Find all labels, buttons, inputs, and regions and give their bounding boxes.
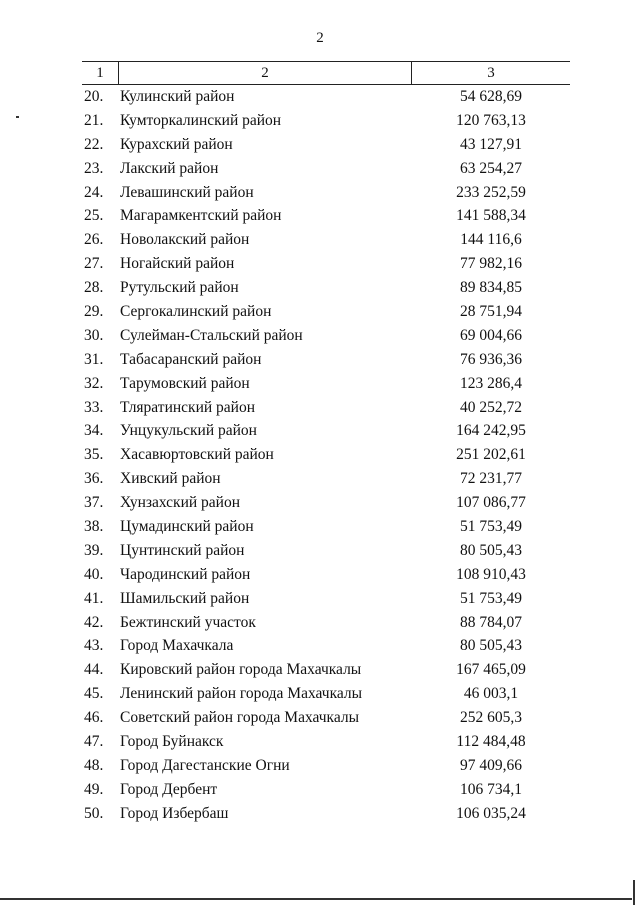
amount-value: 252 605,3 — [460, 709, 522, 727]
row-number: 37. — [84, 494, 104, 512]
district-name: Хунзахский район — [120, 494, 241, 512]
amount-value: 46 003,1 — [463, 685, 519, 703]
row-number: 34. — [84, 422, 104, 440]
header-col-1: 1 — [96, 65, 104, 81]
table-row — [0, 182, 640, 206]
row-number: 45. — [84, 685, 104, 703]
table-row — [0, 683, 640, 707]
district-name: Сулейман-Стальский район — [120, 326, 303, 344]
table-row — [0, 492, 640, 516]
amount-value: 51 753,49 — [460, 518, 522, 536]
table-row — [0, 205, 640, 229]
amount-value: 112 484,48 — [456, 733, 526, 751]
row-number: 41. — [84, 589, 104, 607]
district-name: Город Буйнакск — [120, 733, 224, 751]
row-number: 49. — [84, 780, 104, 798]
district-name: Город Избербаш — [120, 804, 229, 822]
table-row — [0, 588, 640, 612]
table-row — [0, 659, 640, 683]
row-number: 30. — [84, 326, 104, 344]
table-row — [0, 420, 640, 444]
header-col-2: 2 — [261, 65, 269, 81]
table-row — [0, 277, 640, 301]
amount-value: 80 505,43 — [460, 541, 522, 559]
row-number: 35. — [84, 446, 104, 464]
table-row — [0, 134, 640, 158]
row-number: 21. — [84, 111, 104, 129]
scan-edge-line — [0, 898, 632, 900]
district-name: Цумадинский район — [120, 518, 254, 536]
amount-value: 43 127,91 — [460, 135, 522, 153]
district-name: Город Дагестанские Огни — [120, 756, 290, 774]
table-row — [0, 803, 640, 827]
district-name: Сергокалинский район — [120, 303, 272, 321]
table-row — [0, 779, 640, 803]
table-row — [0, 731, 640, 755]
amount-value: 106 734,1 — [460, 780, 522, 798]
row-number: 47. — [84, 733, 104, 751]
amount-value: 106 035,24 — [456, 804, 526, 822]
district-name: Табасаранский район — [120, 350, 262, 368]
amount-value: 51 753,49 — [460, 589, 522, 607]
row-number: 20. — [84, 88, 104, 105]
table-row — [0, 635, 640, 659]
row-number: 26. — [84, 231, 104, 249]
scan-edge-line — [633, 880, 635, 905]
amount-value: 164 242,95 — [456, 422, 526, 440]
table-header — [82, 61, 570, 85]
table-row — [0, 325, 640, 349]
table-row — [0, 468, 640, 492]
amount-value: 54 628,69 — [460, 88, 522, 105]
district-name: Шамильский район — [120, 589, 250, 607]
district-name: Город Махачкала — [120, 637, 234, 655]
table-row — [0, 397, 640, 421]
table-row — [0, 373, 640, 397]
row-number: 27. — [84, 255, 104, 273]
district-name: Ногайский район — [120, 255, 235, 273]
district-name: Кировский район города Махачкалы — [120, 661, 362, 679]
amount-value: 251 202,61 — [456, 446, 526, 464]
district-name: Цунтинский район — [120, 541, 245, 559]
row-number: 24. — [84, 183, 104, 201]
amount-value: 89 834,85 — [460, 279, 522, 297]
district-name: Город Дербент — [120, 780, 218, 798]
amount-value: 120 763,13 — [456, 111, 526, 129]
row-number: 22. — [84, 135, 104, 153]
row-number: 40. — [84, 565, 104, 583]
row-number: 50. — [84, 804, 104, 822]
row-number: 32. — [84, 374, 104, 392]
district-name: Хасавюртовский район — [120, 446, 274, 464]
row-number: 23. — [84, 159, 104, 177]
district-name: Новолакский район — [120, 231, 250, 249]
table-row — [0, 253, 640, 277]
amount-value: 233 252,59 — [456, 183, 526, 201]
amount-value: 40 252,72 — [460, 398, 522, 416]
table-row — [0, 612, 640, 636]
row-number: 43. — [84, 637, 104, 655]
district-name: Ленинский район города Махачкалы — [120, 685, 363, 703]
district-name: Рутульский район — [120, 279, 239, 297]
amount-value: 80 505,43 — [460, 637, 522, 655]
amount-value: 88 784,07 — [460, 613, 522, 631]
district-name: Унцукульский район — [120, 422, 257, 440]
amount-value: 141 588,34 — [456, 207, 526, 225]
table-row — [0, 564, 640, 588]
amount-value: 72 231,77 — [460, 470, 522, 488]
row-number: 31. — [84, 350, 104, 368]
amount-value: 63 254,27 — [460, 159, 522, 177]
district-name: Тляратинский район — [120, 398, 255, 416]
table-row — [0, 301, 640, 325]
row-number: 28. — [84, 279, 104, 297]
row-number: 29. — [84, 303, 104, 321]
table-row — [0, 86, 640, 110]
table-row — [0, 349, 640, 373]
district-name: Бежтинский участок — [120, 613, 256, 631]
amount-value: 144 116,6 — [460, 231, 522, 249]
row-number: 46. — [84, 709, 104, 727]
table-row — [0, 158, 640, 182]
table-row — [0, 540, 640, 564]
amount-value: 97 409,66 — [460, 756, 522, 774]
table-body — [0, 86, 640, 827]
district-name: Курахский район — [120, 135, 233, 153]
district-name: Хивский район — [120, 470, 221, 488]
row-number: 38. — [84, 518, 104, 536]
row-number: 36. — [84, 470, 104, 488]
amount-value: 108 910,43 — [456, 565, 526, 583]
district-name: Кулинский район — [120, 88, 235, 105]
amount-value: 28 751,94 — [460, 303, 522, 321]
district-name: Лакский район — [120, 159, 219, 177]
table-row — [0, 229, 640, 253]
table-row — [0, 444, 640, 468]
amount-value: 69 004,66 — [460, 326, 522, 344]
row-number: 33. — [84, 398, 104, 416]
amount-value: 107 086,77 — [456, 494, 526, 512]
row-number: 44. — [84, 661, 104, 679]
header-col-3: 3 — [487, 65, 495, 81]
row-number: 25. — [84, 207, 104, 225]
amount-value: 167 465,09 — [456, 661, 526, 679]
table-row — [0, 516, 640, 540]
district-name: Кумторкалинский район — [120, 111, 282, 129]
district-name: Магарамкентский район — [120, 207, 282, 225]
district-name: Советский район города Махачкалы — [120, 709, 360, 727]
row-number: 48. — [84, 756, 104, 774]
table-row — [0, 755, 640, 779]
row-number: 42. — [84, 613, 104, 631]
amount-value: 77 982,16 — [460, 255, 522, 273]
table-row — [0, 707, 640, 731]
table-row — [0, 110, 640, 134]
district-name: Левашинский район — [120, 183, 254, 201]
page-number: 2 — [316, 30, 324, 46]
amount-value: 123 286,4 — [460, 374, 522, 392]
amount-value: 76 936,36 — [460, 350, 522, 368]
district-name: Тарумовский район — [120, 374, 250, 392]
row-number: 39. — [84, 541, 104, 559]
district-name: Чародинский район — [120, 565, 251, 583]
